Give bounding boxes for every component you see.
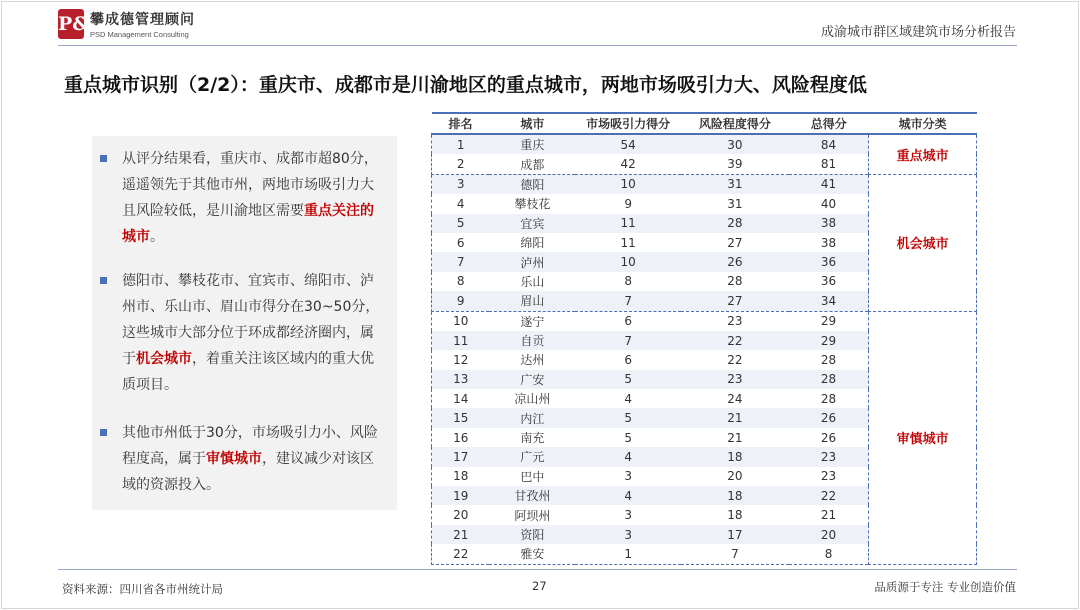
total-cell: 38 xyxy=(789,233,869,252)
city-cell: 宜宾 xyxy=(489,214,575,233)
company-logo: P& xyxy=(58,9,84,39)
col-header-rank: 排名 xyxy=(432,113,490,134)
city-cell: 达州 xyxy=(489,350,575,369)
risk-cell: 21 xyxy=(681,408,789,427)
total-cell: 41 xyxy=(789,174,869,194)
rank-cell: 13 xyxy=(432,370,490,389)
attractiveness-cell: 6 xyxy=(575,311,681,331)
total-cell: 34 xyxy=(789,291,869,311)
bullet-square-icon xyxy=(100,429,107,436)
total-cell: 36 xyxy=(789,272,869,291)
risk-cell: 22 xyxy=(681,331,789,350)
total-cell: 8 xyxy=(789,544,869,564)
bullet-text: 德阳市、攀枝花市、宜宾市、绵阳市、泸州市、乐山市、眉山市得分在30~50分，这些城市大部分位于环成都经济圈内，属于 xyxy=(122,273,380,367)
city-cell: 南充 xyxy=(489,428,575,447)
total-cell: 23 xyxy=(789,447,869,466)
company-slogan: 品质源于专注 专业创造价值 xyxy=(874,580,1016,594)
attractiveness-cell: 3 xyxy=(575,467,681,486)
rank-cell: 17 xyxy=(432,447,490,466)
risk-cell: 26 xyxy=(681,252,789,271)
attractiveness-cell: 3 xyxy=(575,505,681,524)
table-body xyxy=(432,134,977,564)
attractiveness-cell: 42 xyxy=(575,154,681,174)
col-header-city: 城市 xyxy=(489,113,575,134)
city-cell: 德阳 xyxy=(489,174,575,194)
page-number: 27 xyxy=(532,579,547,593)
city-cell: 阿坝州 xyxy=(489,505,575,524)
table-row xyxy=(432,311,977,331)
attractiveness-cell: 10 xyxy=(575,252,681,271)
risk-cell: 31 xyxy=(681,194,789,213)
attractiveness-cell: 7 xyxy=(575,331,681,350)
attractiveness-cell: 5 xyxy=(575,428,681,447)
risk-cell: 28 xyxy=(681,272,789,291)
table-header-row xyxy=(432,113,977,134)
bullet-text: 从评分结果看，重庆市、成都市超80分，遥遥领先于其他市州，两地市场吸引力大且风险较低，是川渝地区需要 xyxy=(122,151,378,219)
rank-cell: 19 xyxy=(432,486,490,505)
header-divider xyxy=(58,45,1017,46)
total-cell: 40 xyxy=(789,194,869,213)
rank-cell: 21 xyxy=(432,525,490,544)
city-cell: 攀枝花 xyxy=(489,194,575,213)
bullet-highlight: 机会城市 xyxy=(136,351,192,367)
risk-cell: 18 xyxy=(681,486,789,505)
col-header-total: 总得分 xyxy=(789,113,869,134)
city-cell: 眉山 xyxy=(489,291,575,311)
total-cell: 22 xyxy=(789,486,869,505)
company-name-en: PSD Management Consulting xyxy=(90,30,189,39)
rank-cell: 2 xyxy=(432,154,490,174)
attractiveness-cell: 4 xyxy=(575,389,681,408)
city-cell: 成都 xyxy=(489,154,575,174)
attractiveness-cell: 10 xyxy=(575,174,681,194)
rank-cell: 6 xyxy=(432,233,490,252)
attractiveness-cell: 7 xyxy=(575,291,681,311)
attractiveness-cell: 11 xyxy=(575,214,681,233)
rank-cell: 15 xyxy=(432,408,490,427)
bullet-square-icon xyxy=(100,155,107,162)
rank-cell: 1 xyxy=(432,134,490,154)
risk-cell: 24 xyxy=(681,389,789,408)
city-cell: 乐山 xyxy=(489,272,575,291)
attractiveness-cell: 9 xyxy=(575,194,681,213)
risk-cell: 18 xyxy=(681,505,789,524)
bullet-highlight: 重点关注的城市 xyxy=(122,203,374,245)
total-cell: 28 xyxy=(789,350,869,369)
risk-cell: 27 xyxy=(681,291,789,311)
category-cell: 机会城市 xyxy=(869,174,977,311)
category-cell: 重点城市 xyxy=(869,134,977,174)
data-source-note: 资料来源：四川省各市州统计局 xyxy=(62,582,223,596)
risk-cell: 30 xyxy=(681,134,789,154)
rank-cell: 11 xyxy=(432,331,490,350)
company-name: 攀成德管理顾问 xyxy=(90,12,195,28)
risk-cell: 28 xyxy=(681,214,789,233)
city-cell: 广安 xyxy=(489,370,575,389)
risk-cell: 22 xyxy=(681,350,789,369)
risk-cell: 21 xyxy=(681,428,789,447)
rank-cell: 7 xyxy=(432,252,490,271)
rank-cell: 22 xyxy=(432,544,490,564)
total-cell: 20 xyxy=(789,525,869,544)
report-title: 成渝城市群区域建筑市场分析报告 xyxy=(820,25,1016,40)
attractiveness-cell: 4 xyxy=(575,486,681,505)
bullet-text: 其他市州低于30分，市场吸引力小、风险程度高，属于 xyxy=(122,425,378,467)
total-cell: 36 xyxy=(789,252,869,271)
total-cell: 26 xyxy=(789,408,869,427)
city-cell: 绵阳 xyxy=(489,233,575,252)
rank-cell: 14 xyxy=(432,389,490,408)
city-score-table xyxy=(431,112,977,565)
rank-cell: 9 xyxy=(432,291,490,311)
total-cell: 84 xyxy=(789,134,869,154)
col-header-attractiveness: 市场吸引力得分 xyxy=(575,113,681,134)
city-cell: 自贡 xyxy=(489,331,575,350)
table-row xyxy=(432,134,977,154)
city-cell: 巴中 xyxy=(489,467,575,486)
risk-cell: 23 xyxy=(681,370,789,389)
risk-cell: 39 xyxy=(681,154,789,174)
total-cell: 23 xyxy=(789,467,869,486)
col-header-risk: 风险程度得分 xyxy=(681,113,789,134)
risk-cell: 18 xyxy=(681,447,789,466)
rank-cell: 4 xyxy=(432,194,490,213)
total-cell: 29 xyxy=(789,311,869,331)
footer-divider xyxy=(58,569,1017,570)
attractiveness-cell: 4 xyxy=(575,447,681,466)
attractiveness-cell: 54 xyxy=(575,134,681,154)
rank-cell: 20 xyxy=(432,505,490,524)
attractiveness-cell: 5 xyxy=(575,408,681,427)
risk-cell: 17 xyxy=(681,525,789,544)
city-cell: 遂宁 xyxy=(489,311,575,331)
city-cell: 重庆 xyxy=(489,134,575,154)
bullet-text: 。 xyxy=(150,229,164,245)
city-cell: 泸州 xyxy=(489,252,575,271)
bullet-text: ，着重关注该区域内的重大优质项目。 xyxy=(122,351,374,393)
rank-cell: 18 xyxy=(432,467,490,486)
total-cell: 26 xyxy=(789,428,869,447)
slide-headline: 重点城市识别（2/2）：重庆市、成都市是川渝地区的重点城市，两地市场吸引力大、风险程度低 xyxy=(64,74,867,96)
total-cell: 81 xyxy=(789,154,869,174)
rank-cell: 8 xyxy=(432,272,490,291)
total-cell: 21 xyxy=(789,505,869,524)
city-cell: 内江 xyxy=(489,408,575,427)
attractiveness-cell: 5 xyxy=(575,370,681,389)
attractiveness-cell: 8 xyxy=(575,272,681,291)
rank-cell: 10 xyxy=(432,311,490,331)
city-cell: 凉山州 xyxy=(489,389,575,408)
rank-cell: 3 xyxy=(432,174,490,194)
risk-cell: 27 xyxy=(681,233,789,252)
risk-cell: 23 xyxy=(681,311,789,331)
bullet-item xyxy=(100,420,382,498)
city-cell: 甘孜州 xyxy=(489,486,575,505)
attractiveness-cell: 6 xyxy=(575,350,681,369)
total-cell: 29 xyxy=(789,331,869,350)
category-cell: 审慎城市 xyxy=(869,311,977,564)
risk-cell: 31 xyxy=(681,174,789,194)
city-cell: 雅安 xyxy=(489,544,575,564)
total-cell: 28 xyxy=(789,389,869,408)
risk-cell: 20 xyxy=(681,467,789,486)
attractiveness-cell: 3 xyxy=(575,525,681,544)
bullet-highlight: 审慎城市 xyxy=(206,451,262,467)
col-header-category: 城市分类 xyxy=(869,113,977,134)
rank-cell: 12 xyxy=(432,350,490,369)
rank-cell: 16 xyxy=(432,428,490,447)
bullet-square-icon xyxy=(100,277,107,284)
bullet-text: ，建议减少对该区域的资源投入。 xyxy=(122,451,374,493)
total-cell: 38 xyxy=(789,214,869,233)
total-cell: 28 xyxy=(789,370,869,389)
attractiveness-cell: 1 xyxy=(575,544,681,564)
rank-cell: 5 xyxy=(432,214,490,233)
bullet-item xyxy=(100,146,382,250)
table-row xyxy=(432,174,977,194)
bullet-item xyxy=(100,268,382,398)
city-cell: 广元 xyxy=(489,447,575,466)
city-cell: 资阳 xyxy=(489,525,575,544)
attractiveness-cell: 11 xyxy=(575,233,681,252)
summary-panel xyxy=(92,136,397,510)
risk-cell: 7 xyxy=(681,544,789,564)
